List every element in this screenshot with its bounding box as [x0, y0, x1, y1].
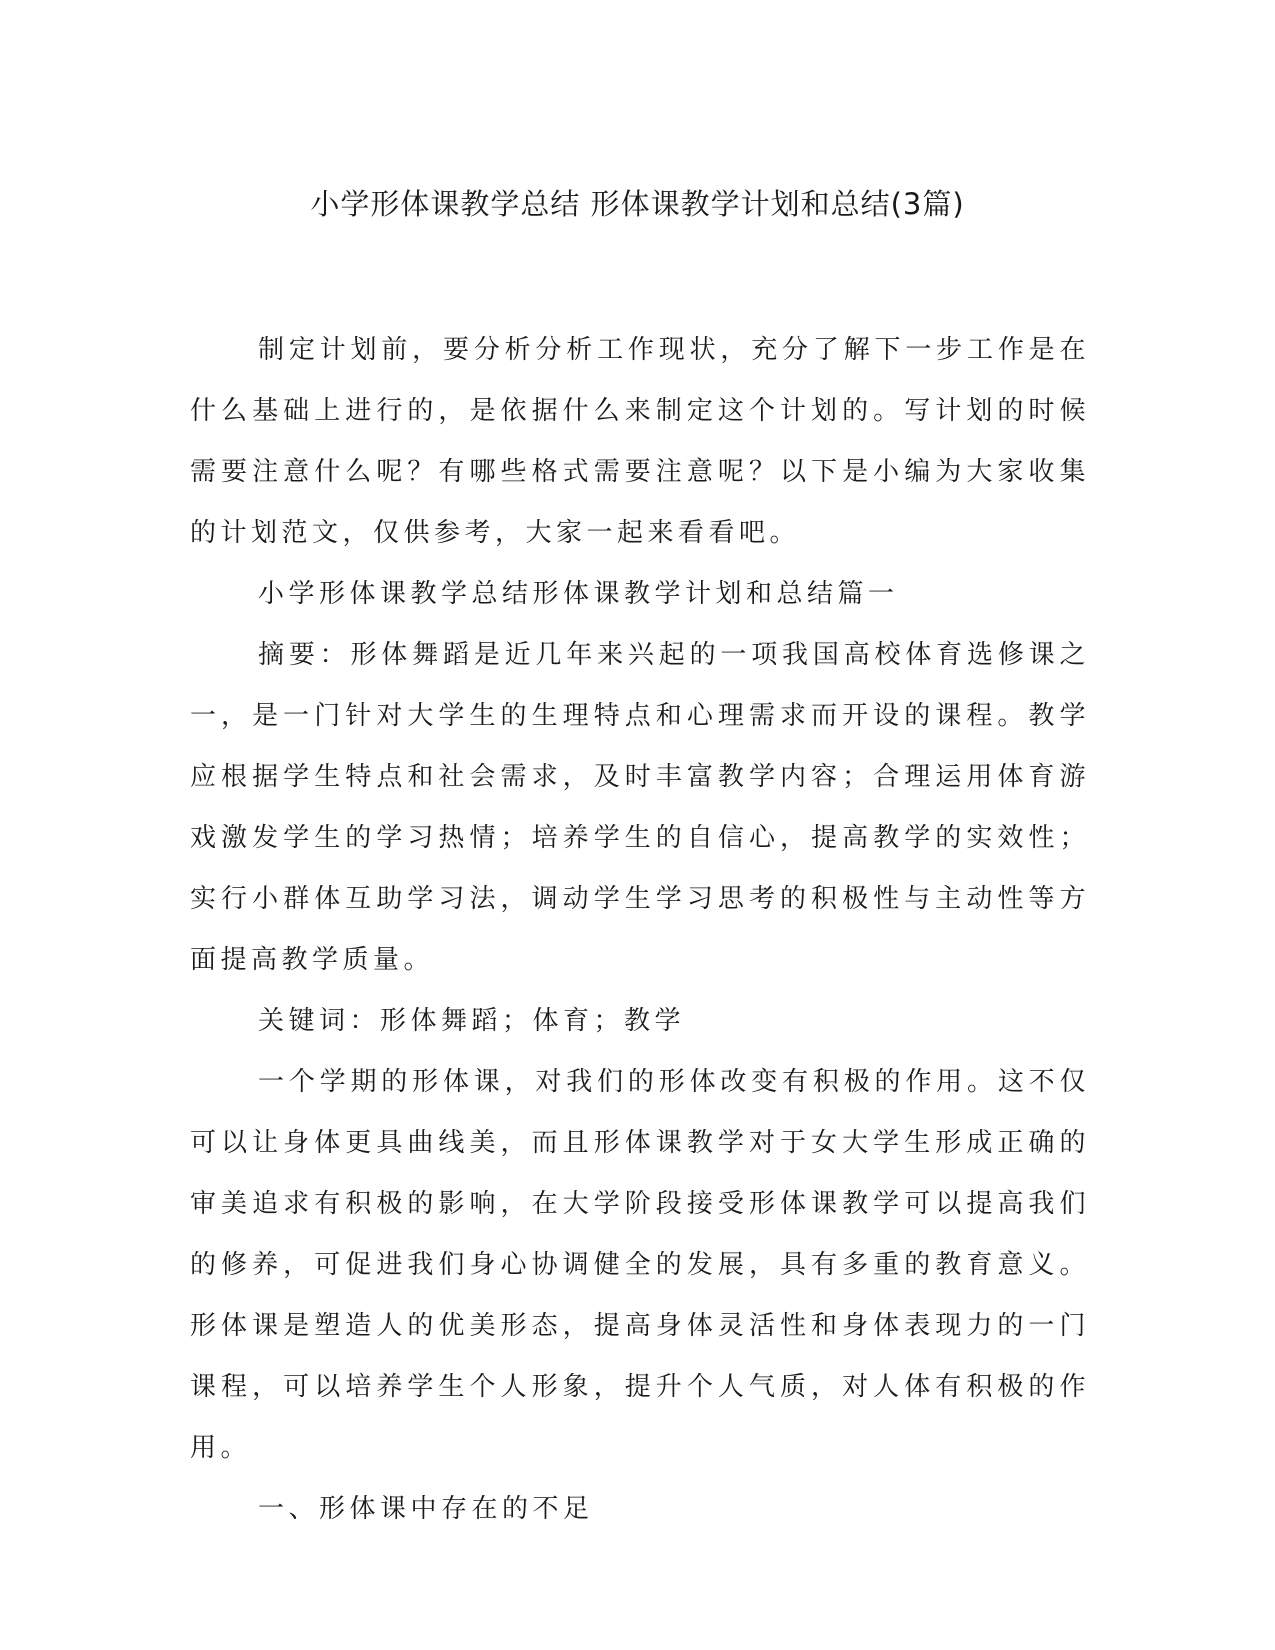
section-heading-shortcomings: 一、形体课中存在的不足	[258, 1494, 594, 1524]
abstract-paragraph: 摘要：形体舞蹈是近几年来兴起的一项我国高校体育选修课之一，是一门针对大学生的生理特点和心理需求而开设的课程。教学应根据学生特点和社会需求，及时丰富教学内容；合理运用体育游戏激发学生的学习热情；培养学生的自信心，提高教学的实效性；实行小群体互助学习法，调动学生学习思考的积极性与主动性等方面提高教学质量。	[190, 640, 1090, 975]
document-body	[190, 320, 1090, 1540]
keywords-line: 关键词：形体舞蹈；体育；教学	[258, 1006, 686, 1036]
section-heading-part-one: 小学形体课教学总结形体课教学计划和总结篇一	[258, 579, 899, 609]
intro-paragraph: 制定计划前，要分析分析工作现状，充分了解下一步工作是在什么基础上进行的，是依据什么来制定这个计划的。写计划的时候需要注意什么呢？有哪些格式需要注意呢？以下是小编为大家收集的计划范文，仅供参考，大家一起来看看吧。	[190, 335, 1090, 548]
document-title: 小学形体课教学总结 形体课教学计划和总结(3篇)	[310, 187, 965, 221]
body-paragraph: 一个学期的形体课，对我们的形体改变有积极的作用。这不仅可以让身体更具曲线美，而且形体课教学对于女大学生形成正确的审美追求有积极的影响，在大学阶段接受形体课教学可以提高我们的修养，可促进我们身心协调健全的发展，具有多重的教育意义。形体课是塑造人的优美形态，提高身体灵活性和身体表现力的一门课程，可以培养学生个人形象，提升个人气质，对人体有积极的作用。	[190, 1067, 1090, 1463]
